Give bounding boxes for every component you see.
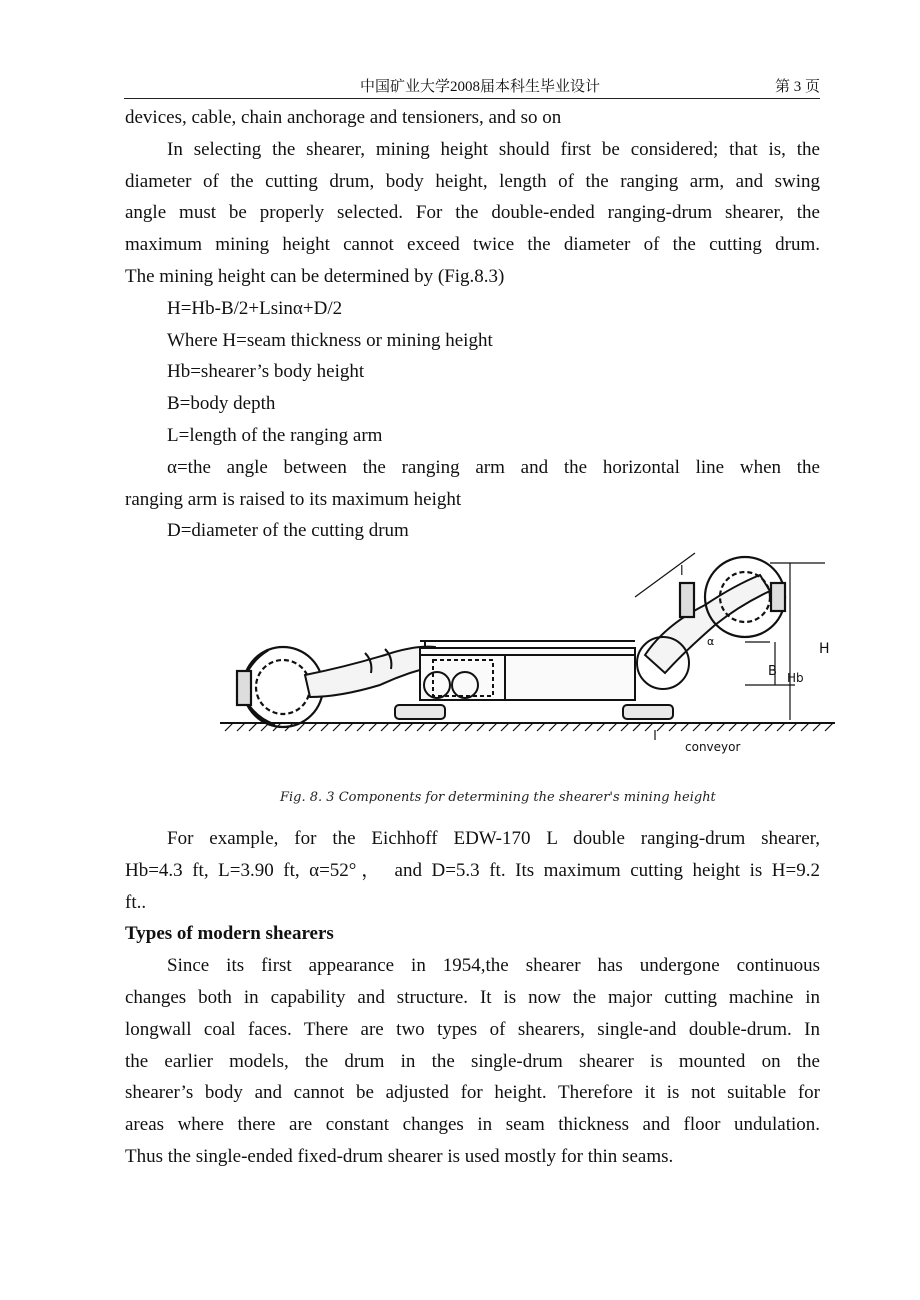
shearer-diagram [215,545,845,815]
definition-d: D=diameter of the cutting drum [167,520,409,542]
body-text-bottom [125,823,820,1173]
label-h: H [819,641,830,657]
example-line: For example, for the Eichhoff EDW-170 L double ranging-drum shearer, [167,828,820,849]
paragraph-line: angle must be properly selected. For the double-ended ranging-drum shearer, the [125,202,820,224]
shearer-figure [215,545,845,815]
paragraph-line: shearer’s body and cannot be adjusted for height. Therefore it is not suitable for [125,1082,820,1104]
header-title: 中国矿业大学2008届本科生毕业设计 [360,79,601,95]
paragraph-line: The mining height can be determined by (Fig.8.3) [125,265,505,287]
definition-l: L=length of the ranging arm [167,424,383,446]
paragraph-line: In selecting the shearer, mining height should first be considered; that is, the [167,138,820,160]
definition-hb: Hb=shearer’s body height [167,361,365,383]
paragraph-line: maximum mining height cannot exceed twice the diameter of the cutting drum. [125,234,820,256]
right-ranging-arm [637,575,770,689]
figure-caption: Fig. 8. 3 Components for determining the shearer's mining height [280,790,716,805]
paragraph-line: the earlier models, the drum in the single-drum shearer is mounted on the [125,1050,820,1072]
definition-b: B=body depth [167,393,276,415]
formula: H=Hb-B/2+Lsinα+D/2 [167,297,343,319]
label-alpha: α [707,635,715,648]
paragraph-line: Since its first appearance in 1954,the shearer has undergone continuous [167,955,820,977]
paragraph-continuation: devices, cable, chain anchorage and tensioners, and so on [125,107,562,128]
label-b: B [768,664,777,679]
definition-alpha-cont: ranging arm is raised to its maximum height [125,488,462,510]
body-text-top [125,102,820,547]
paragraph-line: changes both in capability and structure. It is now the major cutting machine in [125,986,820,1008]
header-page-number: 第 3 页 [774,79,820,95]
paragraph-line: areas where there are constant changes in seam thickness and floor undulation. [125,1114,820,1136]
shearer-body [420,641,635,700]
paragraph-line: longwall coal faces. There are two types of shearers, single-and double-drum. In [125,1018,820,1040]
page-header [124,74,820,99]
paragraph-line: diameter of the cutting drum, body height, length of the ranging arm, and swing [125,170,820,192]
label-hb: Hb [787,671,804,685]
definition-alpha: α=the angle between the ranging arm and the horizontal line when the [167,456,820,478]
example-line: Hb=4.3 ft, L=3.90 ft, α=52°， and D=5.3 ft. Its maximum cutting height is H=9.2 [125,859,820,881]
paragraph-line: Thus the single-ended fixed-drum shearer is used mostly for thin seams. [125,1145,674,1167]
floor-hatching [225,723,833,731]
definition-h: Where H=seam thickness or mining height [167,329,493,351]
shearer-skids [395,705,673,719]
section-heading: Types of modern shearers [125,923,334,945]
label-conveyor: conveyor [685,740,741,754]
example-line: ft.. [125,891,147,913]
label-l: l [680,564,684,579]
